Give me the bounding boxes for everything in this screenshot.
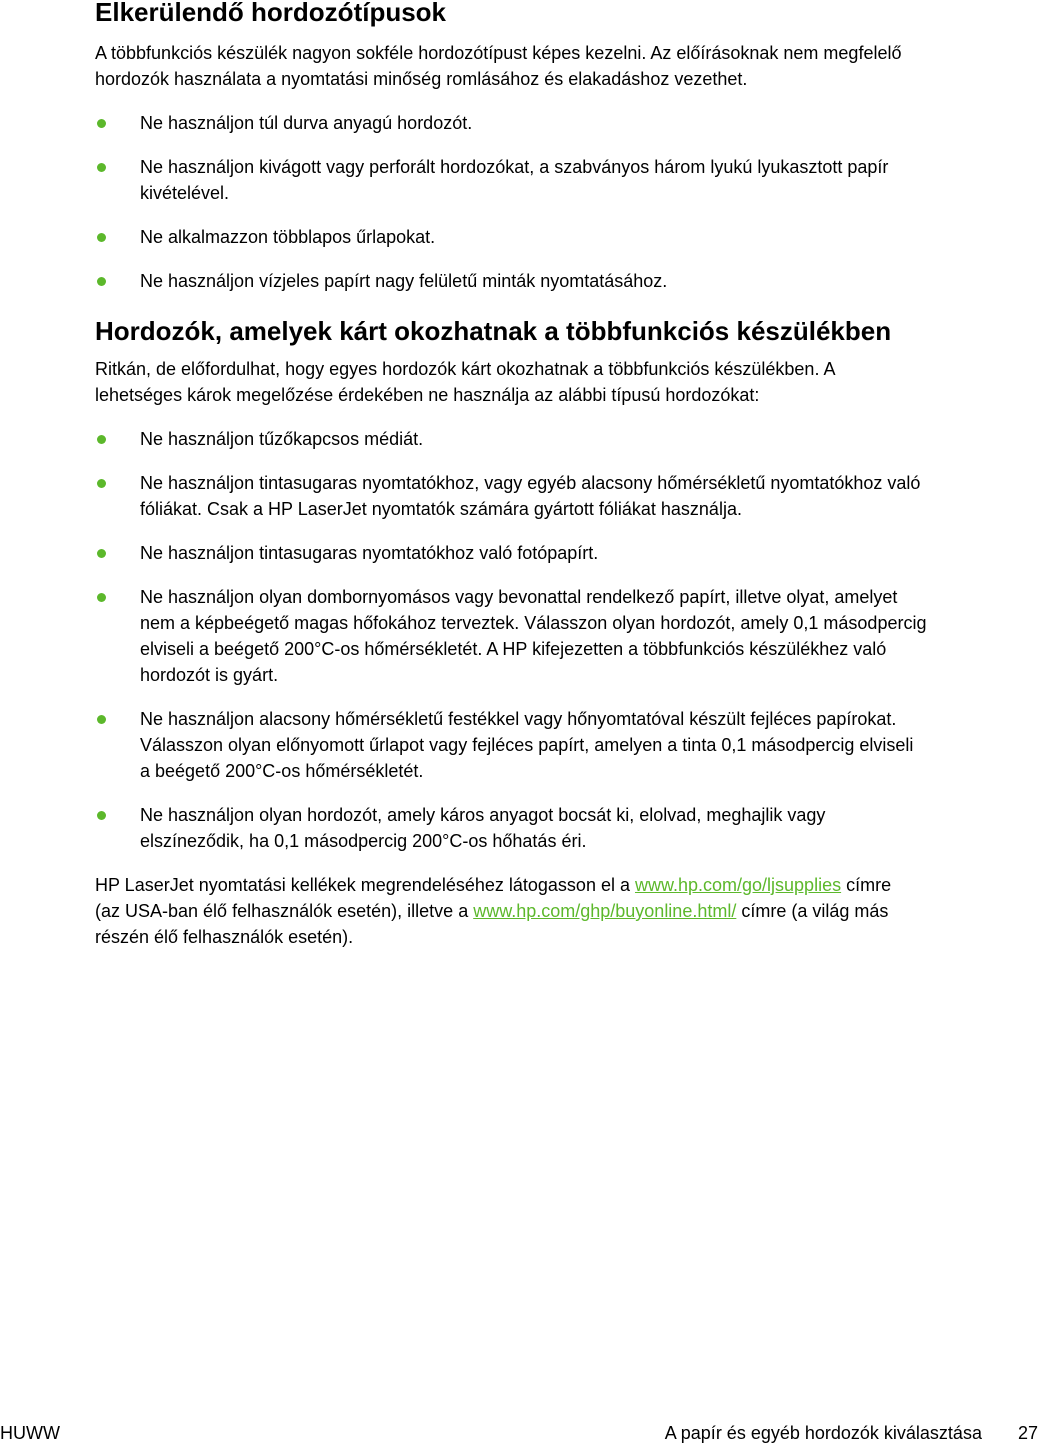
bullet-text-line: Ne használjon olyan dombornyomásos vagy bevonattal rendelkező papírt, illetve olyat, amelyet bbox=[140, 587, 898, 607]
page-content bbox=[95, 0, 1040, 950]
bullet-dot-icon bbox=[97, 479, 106, 488]
bullet-text-line: nem a képbeégető magas hőfokához terveztek. Válasszon olyan hordozót, amely 0,1 másodpercig bbox=[140, 613, 927, 633]
bullet-item bbox=[95, 268, 1040, 294]
bullet-dot-icon bbox=[97, 233, 106, 242]
intro-line: hordozók használata a nyomtatási minőség romlásához és elakadáshoz vezethet. bbox=[95, 69, 748, 89]
bullet-dot-icon bbox=[97, 811, 106, 820]
section-heading-avoid-media: Elkerülendő hordozótípusok bbox=[95, 0, 447, 27]
text-run: HP LaserJet nyomtatási kellékek megrendeléséhez látogasson el a bbox=[95, 875, 635, 895]
bullet-text-line: kivételével. bbox=[140, 183, 230, 203]
bullet-item bbox=[95, 584, 1040, 688]
intro-line: A többfunkciós készülék nagyon sokféle hordozótípust képes kezelni. Az előírásoknak nem megfelelő bbox=[95, 43, 902, 63]
bullet-text-line: Ne használjon tintasugaras nyomtatókhoz való fotópapírt. bbox=[140, 543, 599, 563]
text-run: címre (a világ más bbox=[736, 901, 889, 921]
bullet-item bbox=[95, 224, 1040, 250]
bullet-text-line: Válasszon olyan előnyomott űrlapot vagy fejléces papírt, amelyen a tinta 0,1 másodpercig elviseli bbox=[140, 735, 914, 755]
bullet-item bbox=[95, 802, 1040, 854]
bullet-dot-icon bbox=[97, 435, 106, 444]
page-number: 27 bbox=[1017, 1423, 1038, 1443]
bullet-text-line: elviseli a beégető 200°C-os hőmérsékletét. A HP kifejezetten a többfunkciós készülékhez való bbox=[140, 639, 887, 659]
section-heading-damaging-media: Hordozók, amelyek kárt okozhatnak a többfunkciós készülékben bbox=[95, 316, 892, 346]
bullet-text-line: Ne használjon vízjeles papírt nagy felületű minták nyomtatásához. bbox=[140, 271, 668, 291]
section-intro-paragraph bbox=[95, 40, 1040, 92]
text-run: részén élő felhasználók esetén). bbox=[95, 927, 354, 947]
bullet-text-line: elszíneződik, ha 0,1 másodpercig 200°C-os hőhatás éri. bbox=[140, 831, 587, 851]
bullet-dot-icon bbox=[97, 715, 106, 724]
text-run: címre bbox=[841, 875, 892, 895]
bullet-dot-icon bbox=[97, 549, 106, 558]
bullet-text-line: fóliákat. Csak a HP LaserJet nyomtatók számára gyártott fóliákat használja. bbox=[140, 499, 742, 519]
bullet-item bbox=[95, 706, 1040, 784]
bullet-list-damaging-media bbox=[95, 426, 1040, 854]
bullet-text-line: hordozót is gyárt. bbox=[140, 665, 279, 685]
bullet-item bbox=[95, 540, 1040, 566]
supplies-link[interactable]: www.hp.com/go/ljsupplies bbox=[634, 875, 842, 895]
intro-line: lehetséges károk megelőzése érdekében ne használja az alábbi típusú hordozókat: bbox=[95, 385, 760, 405]
bullet-item bbox=[95, 110, 1040, 136]
bullet-dot-icon bbox=[97, 119, 106, 128]
footer-doc-id: HUWW bbox=[0, 1423, 60, 1443]
bullet-list-avoid-media bbox=[95, 110, 1040, 294]
bullet-text-line: Ne használjon alacsony hőmérsékletű festékkel vagy hőnyomtatóval készült fejléces papírokat. bbox=[140, 709, 897, 729]
buyonline-link[interactable]: www.hp.com/ghp/buyonline.html/ bbox=[473, 901, 737, 921]
bullet-dot-icon bbox=[97, 593, 106, 602]
bullet-text-line: Ne használjon tűzőkapcsos médiát. bbox=[140, 429, 424, 449]
bullet-item bbox=[95, 426, 1040, 452]
bullet-dot-icon bbox=[97, 277, 106, 286]
supplies-ordering-paragraph bbox=[95, 872, 1040, 950]
bullet-text-line: Ne használjon túl durva anyagú hordozót. bbox=[140, 113, 473, 133]
bullet-item bbox=[95, 470, 1040, 522]
footer-chapter-title: A papír és egyéb hordozók kiválasztása bbox=[664, 1423, 982, 1443]
bullet-text-line: Ne alkalmazzon többlapos űrlapokat. bbox=[140, 227, 436, 247]
bullet-item bbox=[95, 154, 1040, 206]
text-run: (az USA-ban élő felhasználók esetén), illetve a bbox=[95, 901, 474, 921]
bullet-text-line: a beégető 200°C-os hőmérsékletét. bbox=[140, 761, 424, 781]
section-intro-paragraph bbox=[95, 356, 1040, 408]
bullet-text-line: Ne használjon tintasugaras nyomtatókhoz, vagy egyéb alacsony hőmérsékletű nyomtatókhoz való bbox=[140, 473, 921, 493]
footer-right bbox=[665, 1422, 1038, 1444]
bullet-dot-icon bbox=[97, 163, 106, 172]
bullet-text-line: Ne használjon olyan hordozót, amely káros anyagot bocsát ki, elolvad, meghajlik vagy bbox=[140, 805, 826, 825]
intro-line: Ritkán, de előfordulhat, hogy egyes hordozók kárt okozhatnak a többfunkciós készülékben. A bbox=[95, 359, 836, 379]
bullet-text-line: Ne használjon kivágott vagy perforált hordozókat, a szabványos három lyukú lyukasztott papír bbox=[140, 157, 889, 177]
